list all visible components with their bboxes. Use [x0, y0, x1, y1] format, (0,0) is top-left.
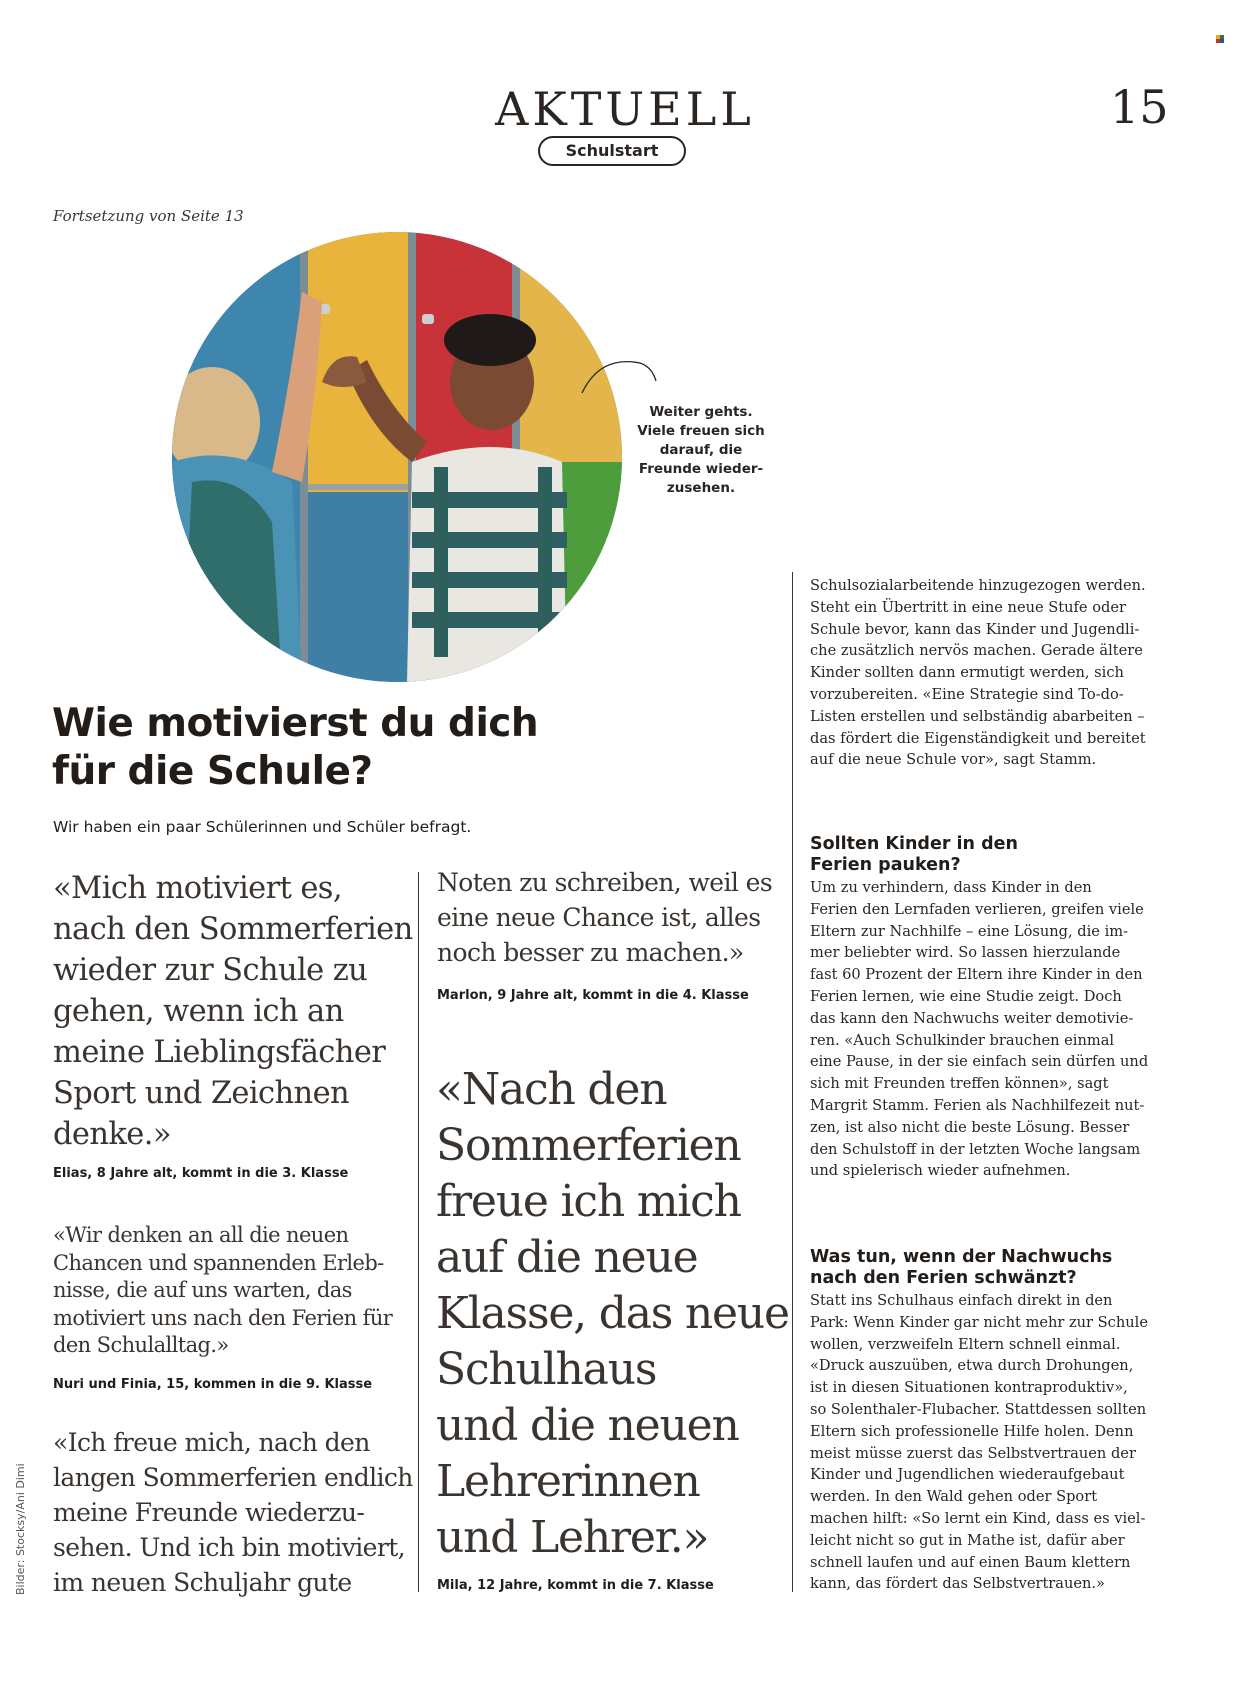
quote-line: gehen, wenn ich an	[53, 994, 344, 1029]
body-line: kann, das fördert das Selbstvertrauen.»	[810, 1575, 1105, 1593]
body-line: schnell laufen und auf einen Baum klettern	[810, 1553, 1131, 1571]
caption-line: darauf, die	[659, 442, 743, 458]
body-line: Park: Wenn Kinder gar nicht mehr zur Schule	[810, 1313, 1148, 1331]
quote-line: Lehrerinnen	[436, 1456, 700, 1507]
quote-line: und Lehrer.»	[436, 1512, 709, 1563]
body-line: den Schulstoff in der letzten Woche langsam	[810, 1140, 1141, 1158]
quote-line: «Nach den	[436, 1064, 667, 1115]
quote-line: Klasse, das neue	[436, 1288, 789, 1339]
body-line: Kinder sollten dann ermutigt werden, sich	[810, 664, 1124, 682]
body-line: «Druck auszuüben, etwa durch Drohungen,	[810, 1357, 1134, 1375]
body-line: vorzubereiten. «Eine Strategie sind To-do-	[810, 685, 1124, 703]
body-line: eine Pause, in der sie einfach sein dürfen und	[810, 1053, 1149, 1071]
attribution-nuri-finia: Nuri und Finia, 15, kommen in die 9. Klasse	[53, 1377, 373, 1392]
caption-pointer-line	[580, 355, 660, 395]
quote-line: nisse, die auf uns warten, das	[53, 1278, 352, 1302]
body-line: Um zu verhindern, dass Kinder in den	[810, 879, 1092, 896]
body-line: che zusätzlich nervös machen. Gerade ältere	[810, 642, 1143, 660]
heading-line: nach den Ferien schwänzt?	[810, 1268, 1077, 1288]
photo-credit: Bilder: Stocksy/Ani Dimi	[14, 1463, 27, 1595]
body-line: sich mit Freunden treffen können», sagt	[810, 1075, 1109, 1093]
quote-line: «Ich freue mich, nach den	[53, 1428, 370, 1457]
body-line: wollen, verzweifeln Eltern schnell einmal.	[810, 1335, 1121, 1353]
body-line: so Solenthaler-Flubacher. Stattdessen sollten	[810, 1400, 1147, 1418]
quote-line: «Mich motiviert es,	[53, 871, 342, 906]
caption-line: Freunde wieder-	[638, 461, 764, 477]
quote-line: freue ich mich	[436, 1176, 741, 1227]
rubric-badge: Schulstart	[538, 136, 686, 166]
quote-line: motiviert uns nach den Ferien für	[53, 1305, 393, 1330]
quote-line: und die neuen	[436, 1400, 739, 1451]
heading-line: Ferien pauken?	[810, 855, 961, 875]
continuation-note: Fortsetzung von Seite 13	[53, 207, 244, 225]
body-line: mer beliebter wird. So lassen hierzulande	[810, 944, 1121, 962]
body-line: das fördert die Eigenständigkeit und bereitet	[810, 729, 1146, 747]
caption-line: Viele freuen sich	[637, 423, 765, 439]
body-line: Schulsozialarbeitende hinzugezogen werden.	[810, 577, 1146, 594]
quote-line: noch besser zu machen.»	[437, 938, 744, 967]
heading-line: Was tun, wenn der Nachwuchs	[810, 1247, 1113, 1267]
section-title: AKTUELL	[495, 82, 755, 136]
quote-line: meine Lieblingsfächer	[53, 1035, 386, 1070]
section-heading-pauken	[810, 834, 1162, 876]
section-heading-schwaenzen	[810, 1247, 1162, 1289]
schoolchildren-high-five-photo	[172, 232, 622, 682]
quote-line: im neuen Schuljahr gute	[53, 1568, 352, 1597]
quote-nuri-finia	[53, 1222, 413, 1360]
article-subline: Wir haben ein paar Schülerinnen und Schüler befragt.	[53, 818, 472, 836]
body-line: Eltern sich professionelle Hilfe holen. Denn	[810, 1422, 1134, 1440]
quote-line: nach den Sommerferien	[53, 912, 413, 947]
body-line: auf die neue Schule vor», sagt Stamm.	[810, 751, 1097, 769]
quote-marlon	[53, 1425, 418, 1600]
body-line: ist in diesen Situationen kontraproduktiv»,	[810, 1379, 1128, 1397]
body-line: und spielerisch wieder aufnehmen.	[810, 1162, 1071, 1180]
caption-line: zusehen.	[666, 480, 736, 496]
quote-line: langen Sommerferien endlich	[53, 1463, 413, 1492]
article-headline	[52, 700, 612, 796]
quote-line: den Schulalltag.»	[53, 1333, 229, 1357]
quote-line: Schulhaus	[436, 1344, 657, 1395]
body-line: zen, ist also nicht die beste Lösung. Besser	[810, 1118, 1130, 1136]
quote-elias	[53, 868, 423, 1155]
body-line: Margrit Stamm. Ferien als Nachhilfezeit nut-	[810, 1096, 1145, 1114]
quote-line: auf die neue	[436, 1232, 698, 1283]
body-line: Ferien den Lernfaden verlieren, greifen viele	[810, 900, 1144, 918]
quote-line: wieder zur Schule zu	[53, 953, 368, 988]
section-body-schwaenzen	[810, 1290, 1162, 1595]
body-line: ren. «Auch Schulkinder brauchen einmal	[810, 1031, 1115, 1049]
quote-line: Sport und Zeichnen	[53, 1076, 350, 1111]
attribution-elias: Elias, 8 Jahre alt, kommt in die 3. Klasse	[53, 1166, 349, 1181]
page-number: 15	[1110, 80, 1169, 134]
quote-line: meine Freunde wiederzu-	[53, 1498, 365, 1527]
body-line: werden. In den Wald gehen oder Sport	[810, 1488, 1098, 1506]
attribution-mila: Mila, 12 Jahre, kommt in die 7. Klasse	[437, 1578, 714, 1593]
body-line: leicht nicht so gut in Mathe ist, dafür aber	[810, 1531, 1125, 1549]
body-line: Steht ein Übertritt in eine neue Stufe oder	[810, 598, 1126, 616]
quote-mila	[436, 1062, 796, 1566]
attribution-marlon: Marlon, 9 Jahre alt, kommt in die 4. Klasse	[437, 988, 749, 1003]
body-line: meist müsse zuerst das Selbstvertrauen der	[810, 1444, 1136, 1462]
registration-mark-icon	[1216, 35, 1224, 43]
quote-marlon-continued	[437, 865, 787, 970]
photo-caption	[626, 403, 776, 498]
quote-line: sehen. Und ich bin motiviert,	[53, 1533, 405, 1562]
body-line: Listen erstellen und selbständig abarbeiten –	[810, 707, 1145, 725]
sidebar-intro	[810, 575, 1162, 771]
section-body-pauken	[810, 877, 1162, 1182]
quote-line: denke.»	[53, 1117, 171, 1152]
heading-line: Sollten Kinder in den	[810, 834, 1018, 854]
quote-line: Chancen und spannenden Erleb-	[53, 1250, 384, 1275]
body-line: Statt ins Schulhaus einfach direkt in den	[810, 1292, 1113, 1309]
headline-line: Wie motivierst du dich	[52, 701, 539, 746]
body-line: machen hilft: «So lernt ein Kind, dass es viel-	[810, 1509, 1146, 1527]
quote-line: Sommerferien	[436, 1120, 741, 1171]
body-line: Kinder und Jugendlichen wiederaufgebaut	[810, 1466, 1125, 1484]
headline-line: für die Schule?	[52, 749, 373, 794]
body-line: das kann den Nachwuchs weiter demotivie-	[810, 1009, 1134, 1027]
body-line: Eltern zur Nachhilfe – eine Lösung, die im-	[810, 922, 1129, 940]
body-line: Schule bevor, kann das Kinder und Jugendli-	[810, 620, 1140, 638]
body-line: fast 60 Prozent der Eltern ihre Kinder in den	[810, 966, 1143, 984]
quote-line: «Wir denken an all die neuen	[53, 1223, 349, 1247]
quote-line: Noten zu schreiben, weil es	[437, 868, 773, 897]
quote-line: eine neue Chance ist, alles	[437, 903, 761, 932]
caption-line: Weiter gehts.	[649, 404, 753, 420]
body-line: Ferien lernen, wie eine Studie zeigt. Doch	[810, 987, 1122, 1005]
